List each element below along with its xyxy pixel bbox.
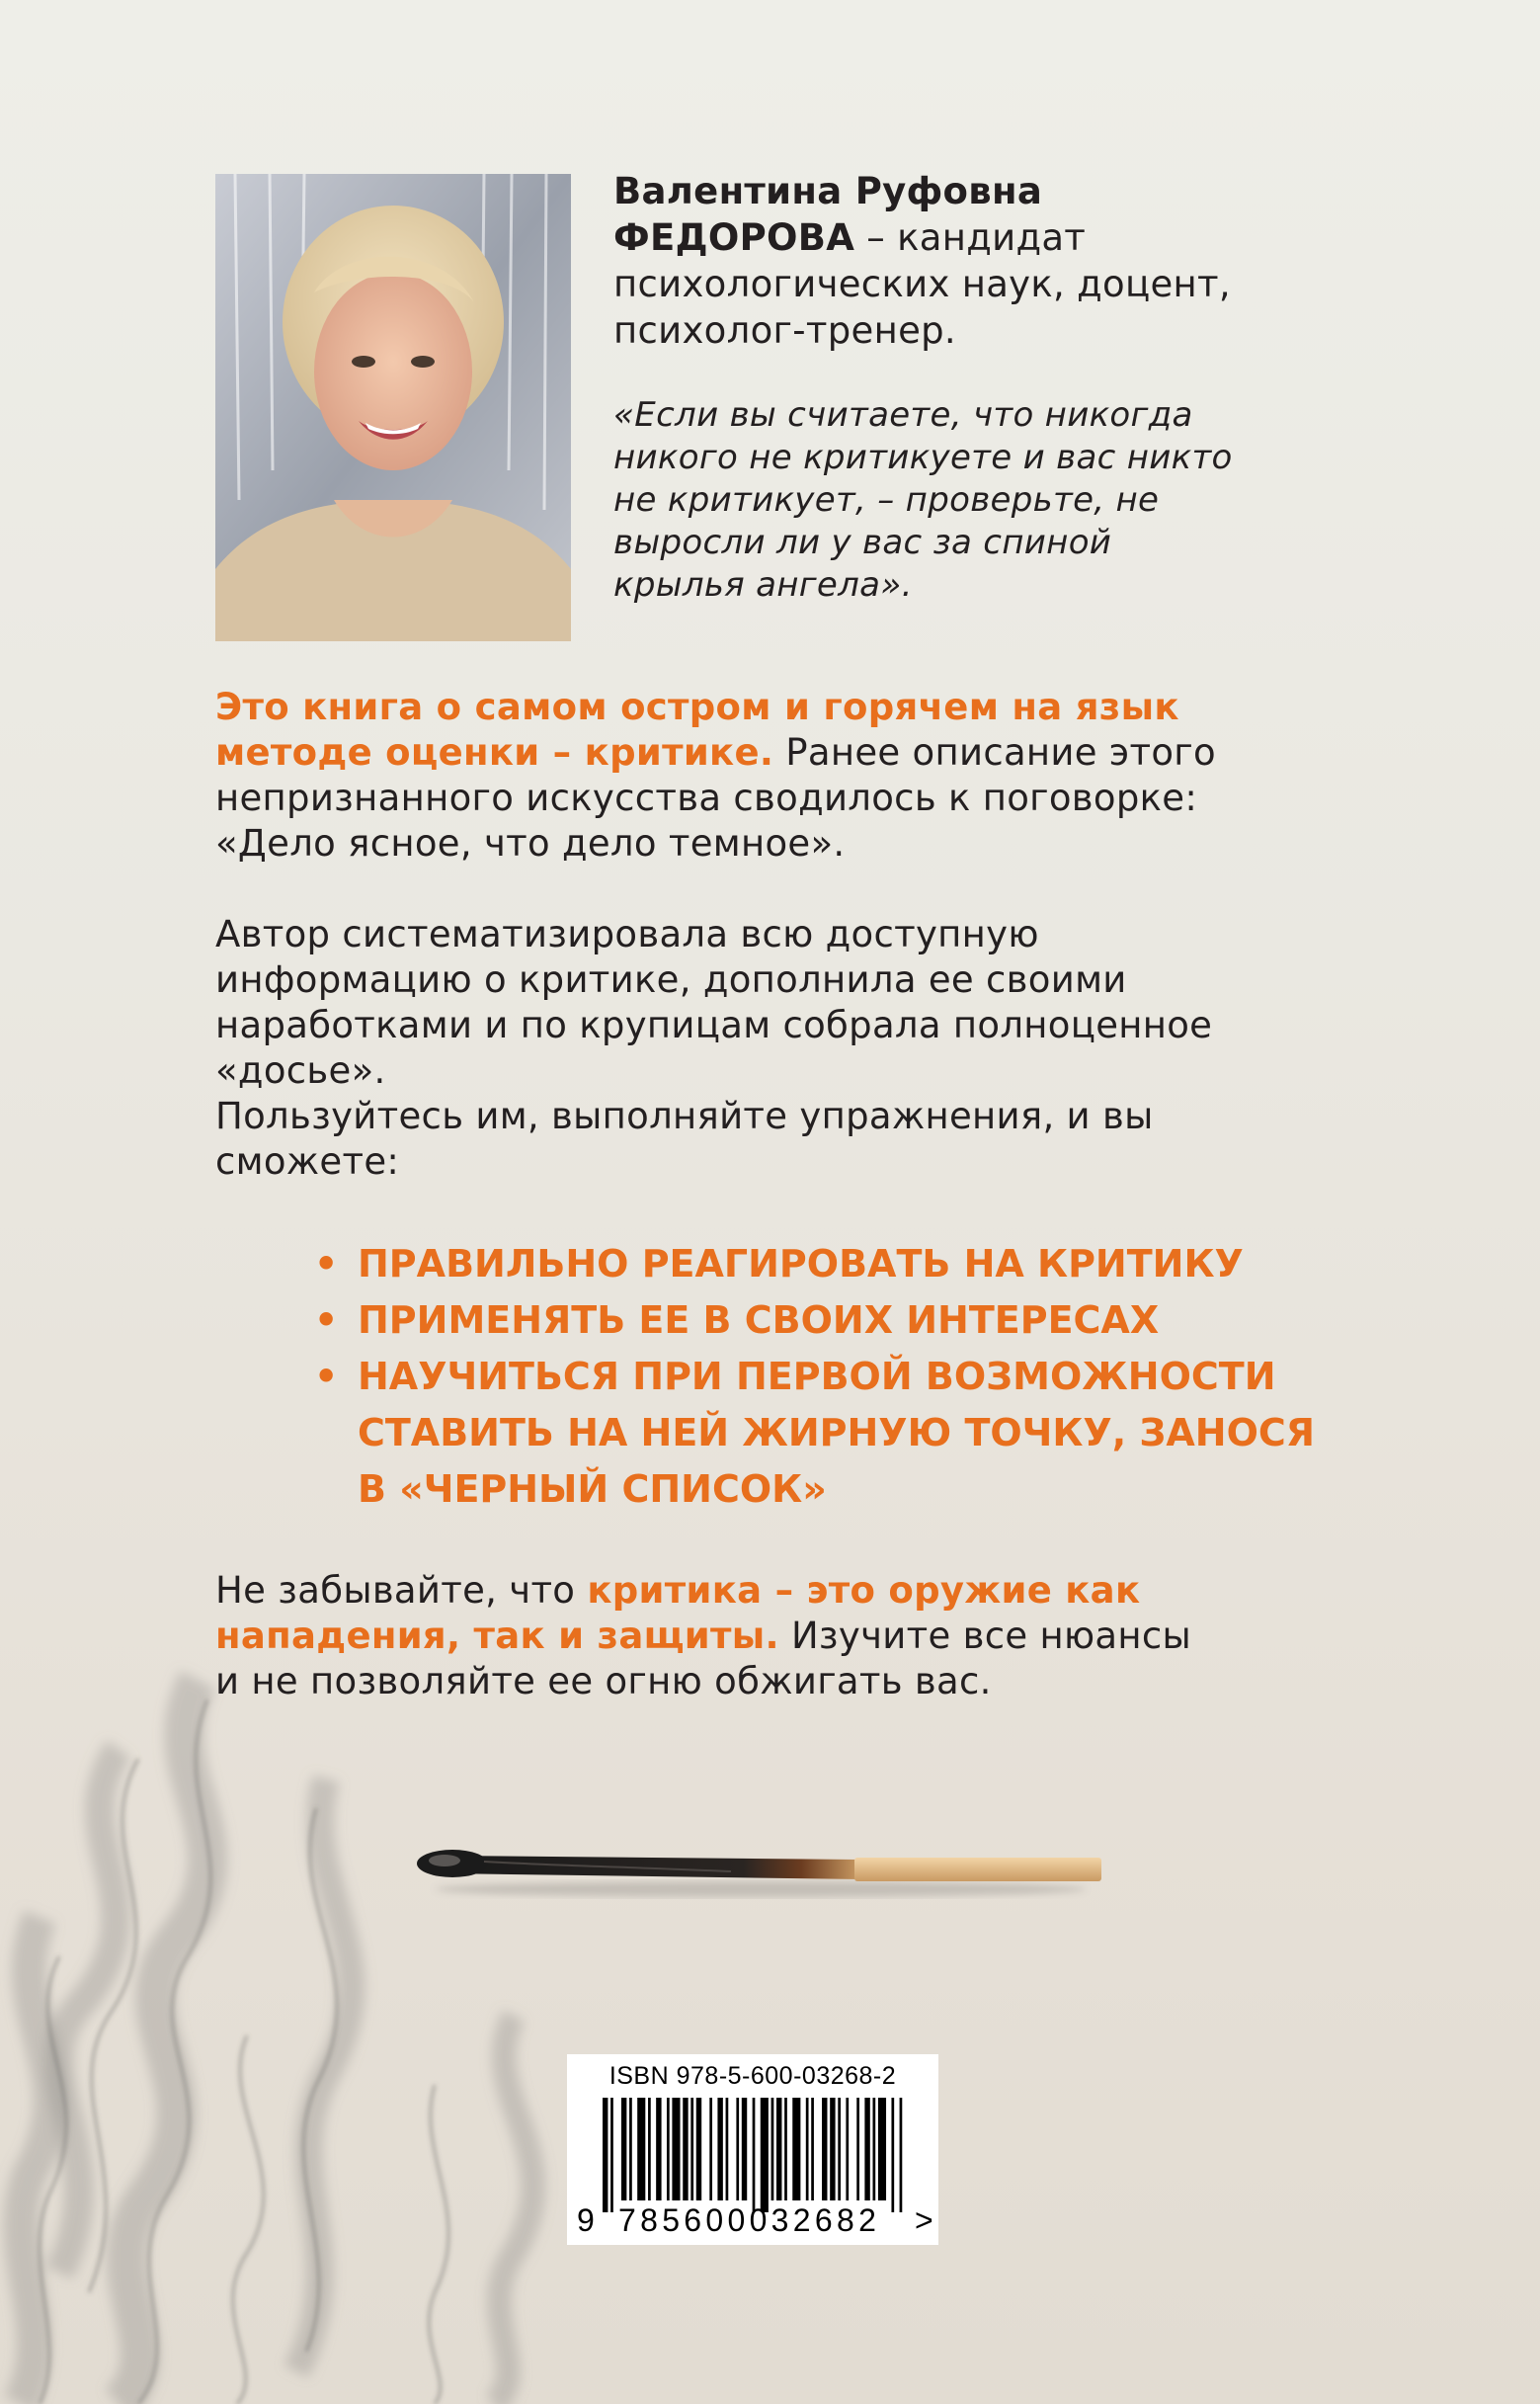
barcode-bar <box>726 2098 729 2200</box>
barcode-bar <box>900 2098 903 2212</box>
list-item <box>306 1349 1353 1518</box>
barcode-bar <box>629 2098 632 2200</box>
benefits-list <box>306 1236 1353 1518</box>
description-line: сможете: <box>215 1140 400 1183</box>
barcode-bar <box>648 2098 651 2200</box>
barcode-bar <box>873 2098 876 2200</box>
author-title-line2: психологических наук, доцент, <box>613 263 1231 305</box>
quote-line: никого не критикуете и вас никто <box>613 438 1233 477</box>
description-line: Автор систематизировала всю доступную <box>215 913 1039 955</box>
author-quote <box>613 394 1305 607</box>
barcode-bar <box>717 2098 722 2200</box>
list-item <box>306 1236 1353 1292</box>
intro-text: Ранее описание этого <box>773 731 1216 774</box>
intro-highlight: Это книга о самом остром и горячем на язык <box>215 686 1179 728</box>
barcode-bar <box>811 2098 814 2200</box>
closing-highlight: критика – это оружие как <box>587 1569 1141 1612</box>
author-photo <box>215 174 571 641</box>
barcode-bar <box>621 2098 626 2200</box>
list-item <box>306 1292 1353 1349</box>
ean-digits: 785600032682 <box>618 2202 881 2238</box>
barcode-bar <box>742 2098 747 2200</box>
barcode-bar <box>784 2098 787 2200</box>
barcode-bar <box>753 2098 756 2212</box>
barcode-bar <box>776 2098 781 2200</box>
bullet-icon: • <box>314 1242 339 1285</box>
barcode-bars <box>603 2098 905 2212</box>
author-name-first: Валентина Руфовна <box>613 170 1043 212</box>
list-item-text: В «ЧЕРНЫЙ СПИСОК» <box>358 1467 827 1511</box>
list-item-text: НАУЧИТЬСЯ ПРИ ПЕРВОЙ ВОЗМОЖНОСТИ <box>358 1355 1276 1398</box>
barcode-bar <box>667 2098 670 2200</box>
barcode-bar <box>683 2098 688 2200</box>
bullet-icon: • <box>314 1355 339 1398</box>
barcode-bar <box>822 2098 827 2200</box>
barcode-bar <box>830 2098 835 2200</box>
quote-line: «Если вы считаете, что никогда <box>613 395 1193 435</box>
closing-text: и не позволяйте ее огню обжигать вас. <box>215 1660 992 1702</box>
description-line: «досье». <box>215 1049 386 1092</box>
author-portrait-icon <box>215 174 571 641</box>
smoke-decoration <box>0 1660 751 2404</box>
author-name-last: ФЕДОРОВА <box>613 216 855 259</box>
intro-text: «Дело ясное, что дело темное». <box>215 822 846 865</box>
quote-line: не критикует, – проверьте, не <box>613 480 1160 520</box>
intro-text: непризнанного искусства сводилось к поговорке: <box>215 777 1198 819</box>
barcode-bar <box>690 2098 693 2200</box>
bullet-icon: • <box>314 1298 339 1342</box>
quote-line: выросли ли у вас за спиной <box>613 523 1112 562</box>
barcode-bar <box>792 2098 800 2200</box>
author-bio <box>613 168 1325 354</box>
description-paragraph <box>215 912 1322 1185</box>
barcode-bar <box>806 2098 809 2200</box>
intro-paragraph <box>215 685 1322 867</box>
barcode-bar <box>672 2098 680 2200</box>
isbn-barcode <box>567 2054 938 2245</box>
intro-highlight: методе оценки – критике. <box>215 731 774 774</box>
list-item-text: СТАВИТЬ НА НЕЙ ЖИРНУЮ ТОЧКУ, ЗАНОСЯ <box>358 1411 1316 1454</box>
barcode-bar <box>761 2098 769 2212</box>
barcode-bar <box>610 2098 613 2212</box>
barcode-bar <box>846 2098 849 2200</box>
barcode-bar <box>603 2098 608 2212</box>
barcode-bar <box>696 2098 701 2200</box>
burnt-match-icon <box>405 1828 1116 1907</box>
ean-first-digit: 9 <box>577 2202 595 2238</box>
barcode-bar <box>891 2098 894 2212</box>
barcode-bar <box>709 2098 712 2200</box>
author-title: – кандидат <box>854 216 1087 259</box>
closing-text: Не забывайте, что <box>215 1569 588 1612</box>
closing-highlight: нападения, так и защиты. <box>215 1615 779 1657</box>
closing-paragraph <box>215 1568 1322 1704</box>
description-line: информацию о критике, дополнила ее своими <box>215 958 1127 1001</box>
author-title-line3: психолог-тренер. <box>613 309 956 352</box>
barcode-bar <box>656 2098 661 2200</box>
closing-text: Изучите все нюансы <box>778 1615 1192 1657</box>
description-line: Пользуйтесь им, выполняйте упражнения, и вы <box>215 1095 1154 1137</box>
barcode-bar <box>637 2098 645 2200</box>
quote-line: крылья ангела». <box>613 565 913 605</box>
list-item-text: ПРАВИЛЬНО РЕАГИРОВАТЬ НА КРИТИКУ <box>358 1242 1244 1285</box>
barcode-bar <box>838 2098 841 2200</box>
description-line: наработками и по крупицам собрала полноценное <box>215 1004 1213 1046</box>
isbn-number: ISBN 978-5-600-03268-2 <box>608 2062 897 2090</box>
barcode-bar <box>736 2098 739 2200</box>
barcode-bar <box>771 2098 774 2200</box>
barcode-bar <box>864 2098 869 2200</box>
list-item-text: ПРИМЕНЯТЬ ЕЕ В СВОИХ ИНТЕРЕСАХ <box>358 1298 1160 1342</box>
barcode-bar <box>856 2098 859 2200</box>
barcode-bar <box>878 2098 886 2200</box>
ean-quiet-zone-marker: > <box>915 2202 933 2238</box>
